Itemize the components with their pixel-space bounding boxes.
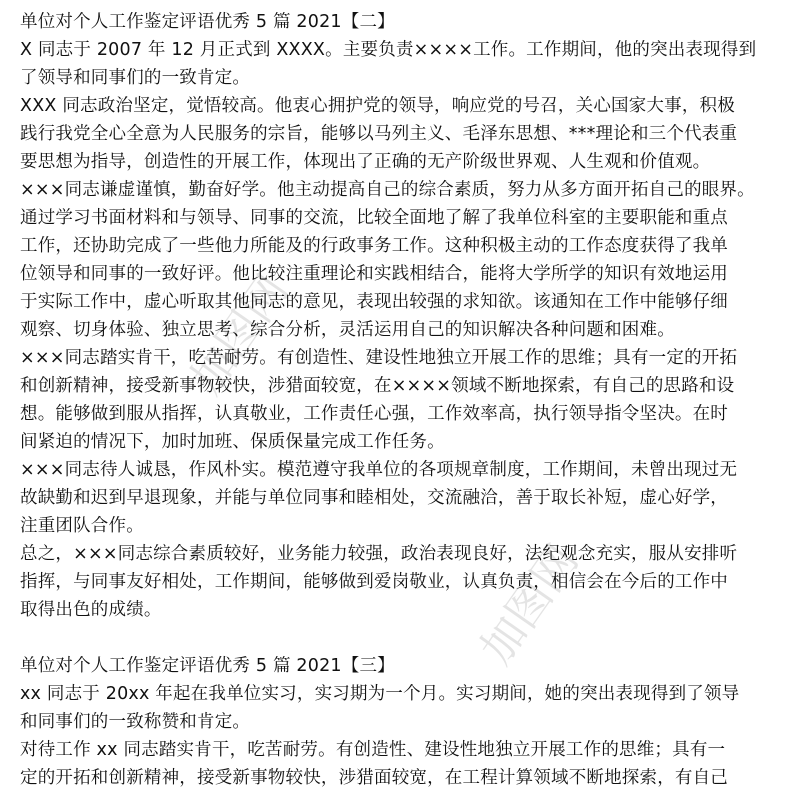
text-line: ×××同志谦虚谨慎，勤奋好学。他主动提高自己的综合素质，努力从多方面开拓自己的眼界。	[20, 180, 755, 200]
text-line: 观察、切身体验、独立思考、综合分析，灵活运用自己的知识解决各种问题和困难。	[20, 320, 675, 340]
watermark: 加图网	[470, 535, 589, 674]
text-line: 定的开拓和创新精神，接受新事物较快，涉猎面较宽，在工程计算领域不断地探索，有自己	[20, 768, 728, 788]
text-line: xx 同志于 20xx 年起在我单位实习，实习期为一个月。实习期间，她的突出表现得到了领导	[20, 684, 740, 704]
section-heading: 单位对个人工作鉴定评语优秀 5 篇 2021【二】	[20, 12, 395, 32]
text-line: 注重团队合作。	[20, 516, 144, 536]
watermark: 加图网	[180, 265, 299, 404]
text-line: 工作，还协助完成了一些他力所能及的行政事务工作。这种积极主动的工作态度获得了我单	[20, 236, 728, 256]
text-line: 指挥，与同事友好相处，工作期间，能够做到爱岗敬业，认真负责，相信会在今后的工作中	[20, 572, 728, 592]
text-line: 取得出色的成绩。	[20, 600, 162, 620]
text-line: 和创新精神，接受新事物较快，涉猎面较宽，在××××领域不断地探索，有自己的思路和设	[20, 376, 735, 396]
text-line: 故缺勤和迟到早退现象，并能与单位同事和睦相处，交流融洽，善于取长补短，虚心好学，	[20, 488, 728, 508]
section-heading: 单位对个人工作鉴定评语优秀 5 篇 2021【三】	[20, 656, 395, 676]
text-line: 总之，×××同志综合素质较好，业务能力较强，政治表现良好，法纪观念充实，服从安排听	[20, 544, 738, 564]
text-line: 对待工作 xx 同志踏实肯干，吃苦耐劳。有创造性、建设性地独立开展工作的思维；具有一	[20, 740, 726, 760]
text-line: 通过学习书面材料和与领导、同事的交流，比较全面地了解了我单位科室的主要职能和重点	[20, 208, 728, 228]
text-line: ×××同志待人诚恳，作风朴实。模范遵守我单位的各项规章制度，工作期间，未曾出现过无	[20, 460, 738, 480]
blank-line	[20, 624, 780, 652]
text-line: X 同志于 2007 年 12 月正式到 XXXX。主要负责××××工作。工作期间，他的突出表现得到	[20, 40, 757, 60]
text-line: 位领导和同事的一致好评。他比较注重理论和实践相结合，能将大学所学的知识有效地运用	[20, 264, 728, 284]
text-line: 要思想为指导，创造性的开展工作，体现出了正确的无产阶级世界观、人生观和价值观。	[20, 152, 711, 172]
text-line: 践行我党全心全意为人民服务的宗旨，能够以马列主义、毛泽东思想、***理论和三个代表重	[20, 124, 738, 144]
text-line: 了领导和同事们的一致肯定。	[20, 68, 251, 88]
text-line: XXX 同志政治坚定，觉悟较高。他衷心拥护党的领导，响应党的号召，关心国家大事，积极	[20, 96, 735, 116]
text-line: 想。能够做到服从指挥，认真敬业，工作责任心强，工作效率高，执行领导指令坚决。在时	[20, 404, 728, 424]
text-line: 间紧迫的情况下，加时加班、保质保量完成工作任务。	[20, 432, 445, 452]
text-line: 和同事们的一致称赞和肯定。	[20, 712, 251, 732]
text-line: ×××同志踏实肯干，吃苦耐劳。有创造性、建设性地独立开展工作的思维；具有一定的开拓	[20, 348, 738, 368]
text-line: 于实际工作中，虚心听取其他同志的意见，表现出较强的求知欲。该通知在工作中能够仔细	[20, 292, 728, 312]
